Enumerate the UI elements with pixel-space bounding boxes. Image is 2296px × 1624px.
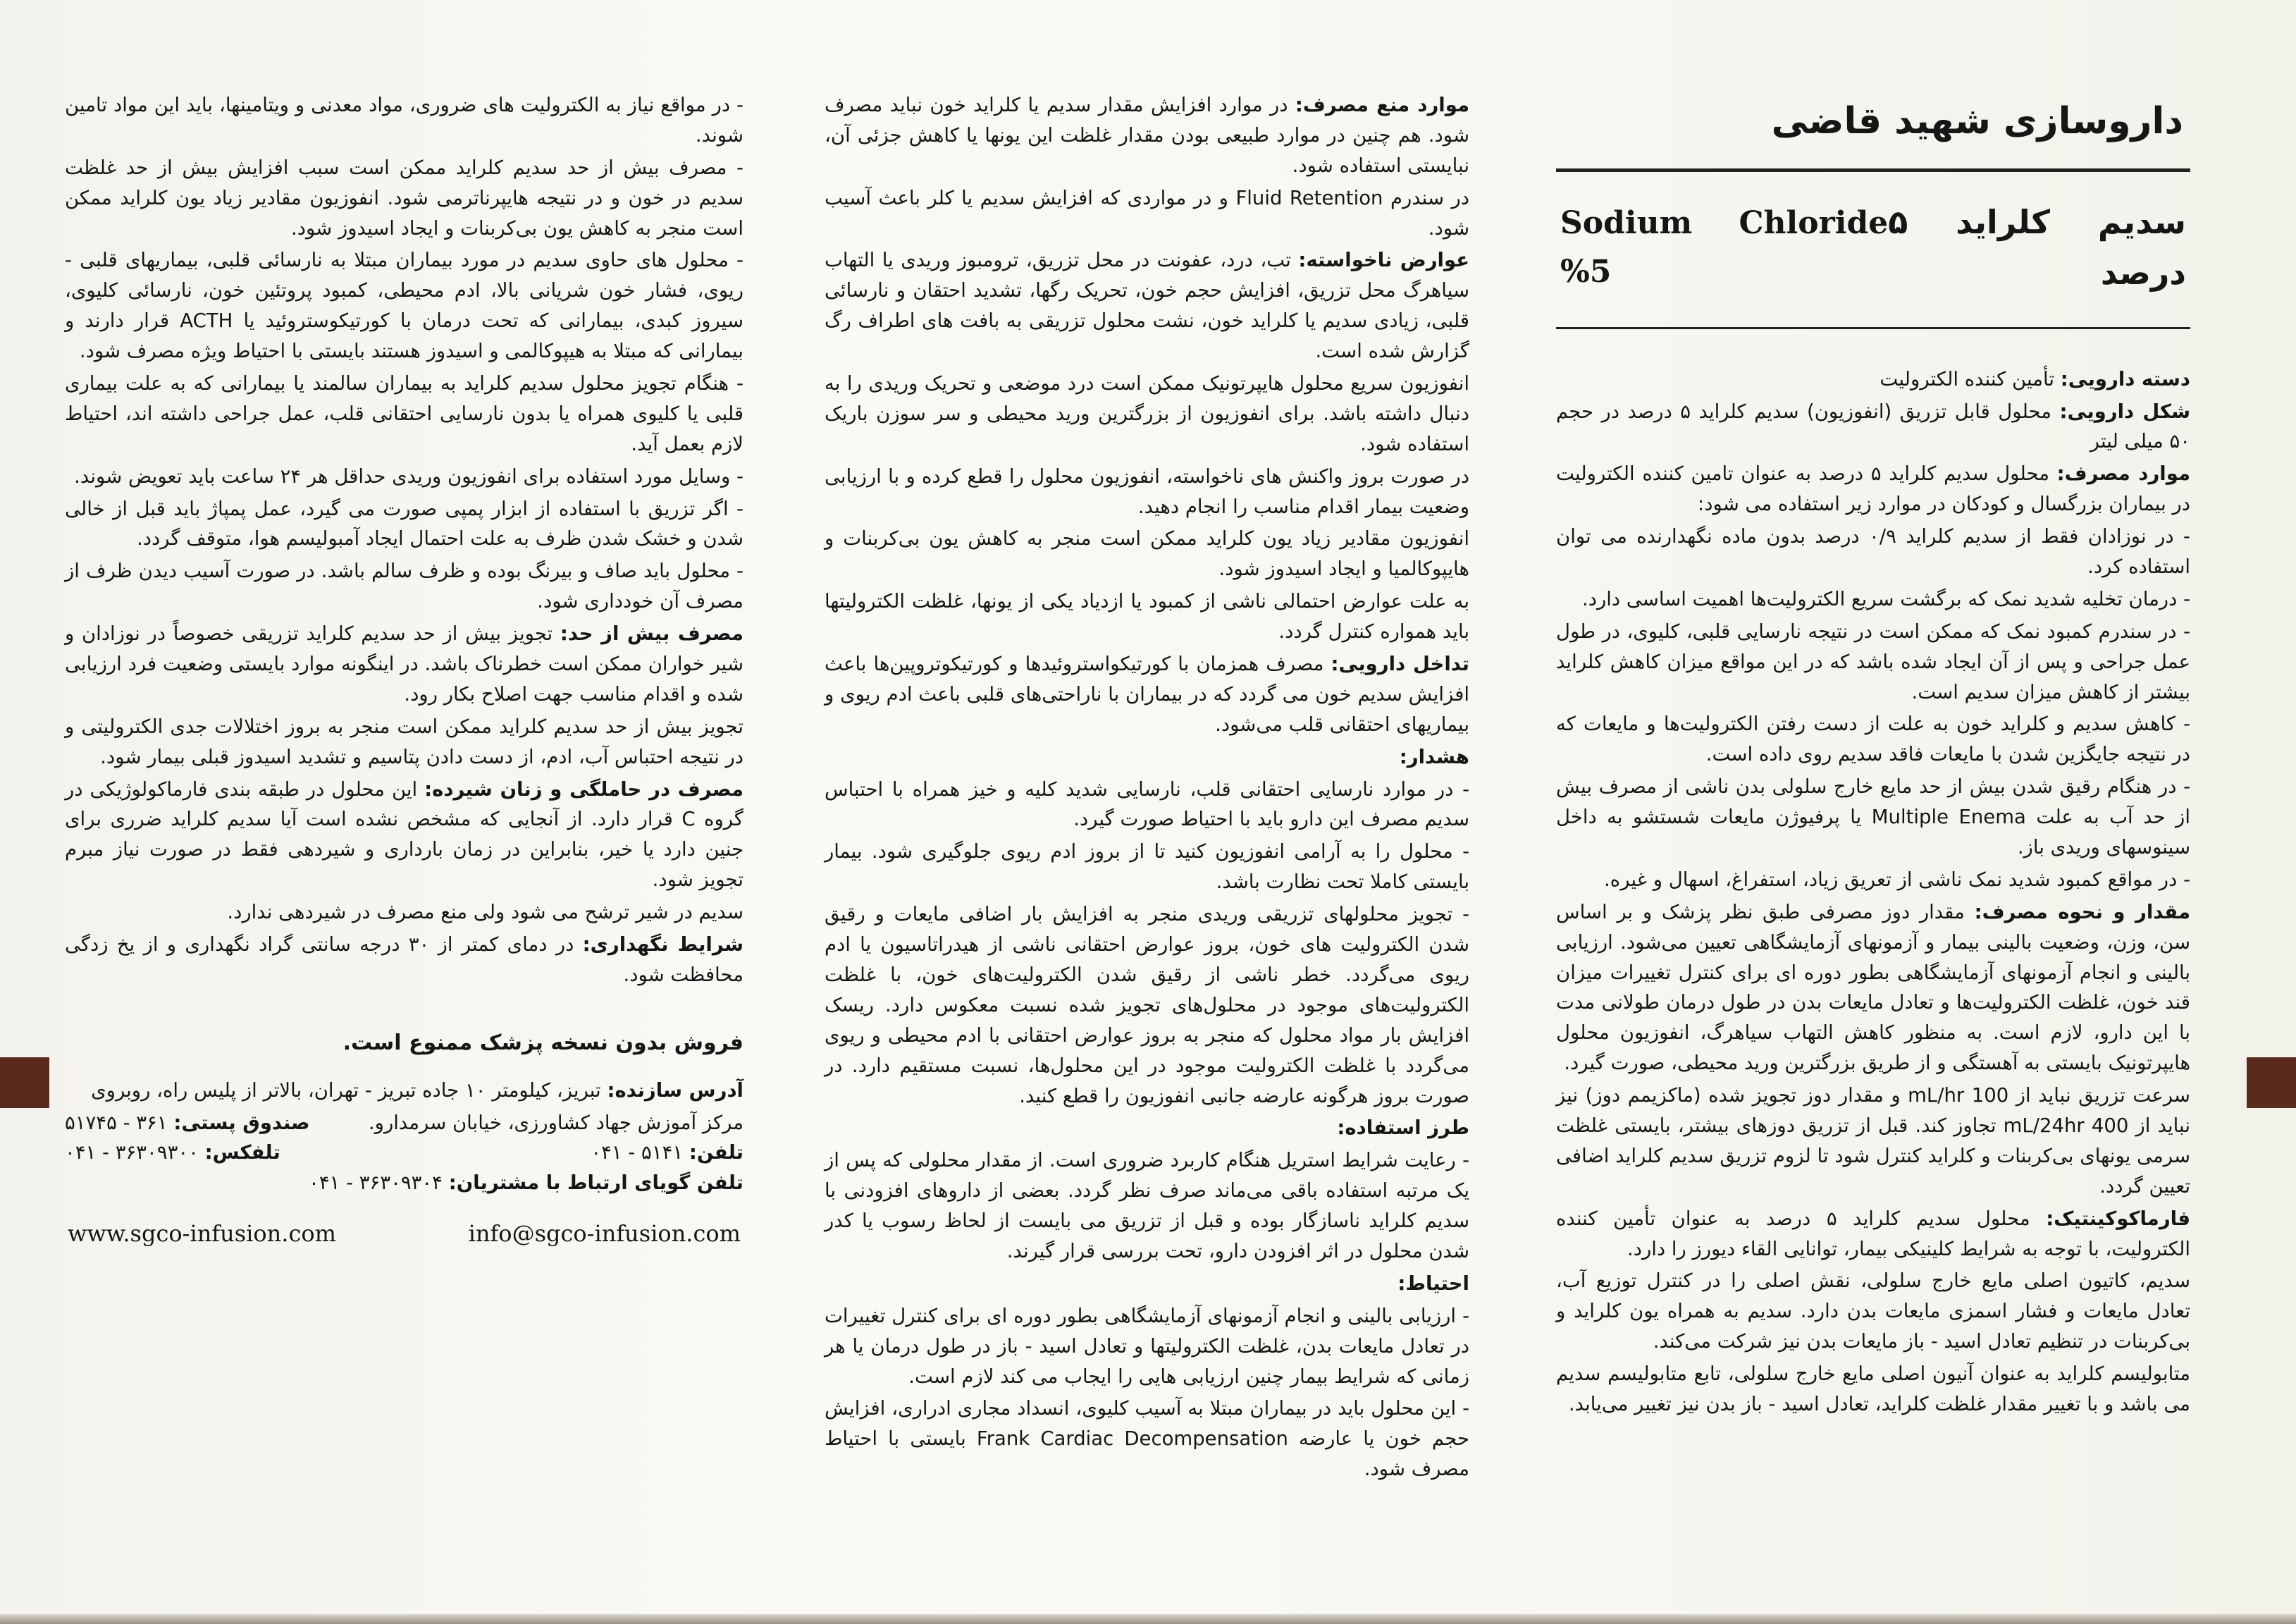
right-paragraph (1556, 584, 2190, 615)
right-paragraph (1556, 897, 2190, 1078)
paragraph-text: - در هنگام رقیق شدن بیش از حد مایع خارج سلولی بدن ناشی از مصرف بیش از حد آب به علت Multiple Enema یا پرفیوژن مایعات شستشو به داخل سینوسهای وریدی باز. (1556, 775, 2190, 859)
website-link[interactable]: www.sgco-infusion.com (68, 1220, 336, 1248)
paragraph-text: انفوزیون مقادیر زیاد یون کلراید ممکن است منجر به کاهش یون بی‌کربنات و هایپوکالمیا و ایجاد اسیدوز شود. (825, 527, 1469, 581)
section-heading: شرایط نگهداری: (582, 933, 743, 956)
middle-paragraph (825, 1301, 1469, 1392)
product-name-english: Sodium Chloride %5 (1560, 205, 1889, 290)
paragraph-text: - هنگام تجویز محلول سدیم کلراید به بیماران سالمند یا بیمارانی که به علت بیماری قلبی یا کلیوی همراه یا بدون نارسایی احتقانی قلب، عمل جراحی داشته اند، احتیاط لازم بعمل آید. (65, 372, 743, 455)
section-heading: طرز استفاده: (1337, 1116, 1469, 1140)
paragraph-text: - در سندرم کمبود نمک که ممکن است در نتیجه نارسایی قلبی، کلیوی، در طول عمل جراحی و پس از آن ایجاد شده باشد که در این مواقع میزان کاهش کلراید بیشتر از کاهش میزان سدیم است. (1556, 620, 2190, 703)
paragraph-text: - این محلول باید در بیماران مبتلا به آسیب کلیوی، انسداد مجاری ادراری، افزایش حجم خون یا عارضه Frank Cardiac Decompensation بایستی با احتیاط مصرف شود. (825, 1397, 1469, 1481)
left-paragraph (65, 494, 743, 555)
right-paragraph (1556, 1359, 2190, 1420)
paper-edge (0, 1614, 2296, 1624)
paragraph-text: - کاهش سدیم و کلراید خون به علت از دست رفتن الکترولیت‌ها و مایعات که در نتیجه جایگزین شدن با مایعات فاقد سدیم روی داده است. (1556, 713, 2190, 766)
section-heading: موارد مصرف: (2056, 462, 2190, 486)
right-paragraph (1556, 865, 2190, 895)
left-body (65, 90, 743, 990)
middle-paragraph (825, 649, 1469, 740)
paragraph-text: مقدار دوز مصرفی طبق نظر پزشک و بر اساس سن، وزن، وضعیت بالینی بیمار و آزمونهای آزمایشگاهی تعیین می‌شود. ارزیابی بالینی و انجام آزمونهای آزمایشگاهی بطور دوره ای برای کنترل تغییرات میزان قند خون، غلظت الکترولیت‌ها و تعادل مایعات بدن در طول درمان طولانی مدت با این دارو، لازم است. به منظور کاهش التهاب سیاهرگ، انفوزیون محلول هایپرتونیک بایستی به آهستگی و از طریق بزرگترین ورید محیطی، صورت گیرد. (1556, 900, 2190, 1075)
paragraph-text: - رعایت شرایط استریل هنگام کاربرد ضروری است. از مقدار محلولی که پس از یک مرتبه استفاده باقی می‌ماند صرف نظر گردد. بعضی از داروهای افزودنی با سدیم کلراید ناسازگار بوده و قبل از تزریق می بایست از لحاظ رسوب یا کدر شدن محلول در اثر افزودن دارو، تحت بررسی قرار گیرند. (825, 1149, 1469, 1262)
section-heading: دسته دارویی: (2060, 367, 2190, 390)
paragraph-text: تجویز بیش از حد سدیم کلراید ممکن است منجر به بروز اختلالات جدی الکترولیتی و در نتیجه احتباس آب، ادم، از دست دادن پتاسیم و تشدید اسیدوز قبلی بیمار شود. (65, 715, 743, 768)
middle-paragraph (825, 742, 1469, 773)
paragraph-text: در دمای کمتر از ۳۰ درجه سانتی گراد نگهداری و از یخ زدگی محافظت شود. (65, 933, 743, 986)
middle-paragraph (825, 1394, 1469, 1484)
paragraph-text: تب، درد، عفونت در محل تزریق، ترومبوز وریدی یا التهاب سیاهرگ محل تزریق، افزایش حجم خون، تحریک رگها، تشدید احتقان و نارسائی قلبی، زیادی سدیم یا کلراید خون، نشت محلول تزریقی به بافت های اطراف رگ گزارش شده است. (825, 249, 1469, 363)
prescription-notice: فروش بدون نسخه پزشک ممنوع است. (342, 1030, 743, 1055)
product-title (1556, 172, 2190, 327)
paragraph-text: محلول قابل تزریق (انفوزیون) سدیم کلراید ۵ درصد در حجم ۵۰ میلی لیتر (1556, 400, 2190, 453)
paragraph-text: - محلول های حاوی سدیم در مورد بیماران مبتلا به نارسائی قلبی، بیماریهای قلبی - ریوی، فشار خون شریانی بالا، ادم محیطی، کمبود پروتئین خون، نارسائی کلیوی، سیروز کبدی، بیمارانی که تحت درمان با کورتیکوستروئید یا ACTH قرار دارند و بیمارانی که مبتلا به هیپوکالمی و اسیدوز هستند بایستی با احتیاط ویژه مصرف شود. (65, 249, 743, 363)
middle-paragraph (825, 90, 1469, 181)
paragraph-text: این محلول در طبقه بندی فارماکولوژیکی در گروه C قرار دارد. از آنجایی که مشخص نشده است آیا سدیم کلراید ضرری برای جنین دارد یا خیر، بنابراین در زمان بارداری و شیردهی فقط در صورت نیاز مبرم تجویز شود. (65, 777, 743, 892)
right-body (1556, 364, 2190, 1420)
paragraph-text: - در نوزادان فقط از سدیم کلراید ۰/۹ درصد بدون ماده نگهدارنده می توان استفاده کرد. (1556, 525, 2190, 578)
left-paragraph (65, 930, 743, 990)
address-row-2 (65, 1108, 743, 1138)
paragraph-text: - مصرف بیش از حد سدیم کلراید ممکن است سبب افزایش بیش از حد غلظت سدیم در خون و در نتیجه هایپرناترمی شود. انفوزیون مقادیر زیاد یون کلراید ممکن است منجر به کاهش یون بی‌کربنات و ایجاد اسیدوز شود. (65, 156, 743, 240)
manufacturer-address (65, 1076, 743, 1106)
paragraph-text: - درمان تخلیه شدید نمک که برگشت سریع الکترولیت‌ها اهمیت اساسی دارد. (1581, 587, 2190, 610)
address-label: آدرس سازنده: (607, 1078, 743, 1102)
middle-paragraph (825, 524, 1469, 584)
phone-row (65, 1138, 743, 1168)
paragraph-text: - ارزیابی بالینی و انجام آزمونهای آزمایشگاهی بطور دوره ای برای کنترل تغییرات در تعادل مایعات بدن، غلظت الکترولیتها و تعادل اسید - باز در طول درمان یا هر زمانی که شرایط بیمار چنین ارزیابی هایی را ایجاب می کند لازم است. (825, 1304, 1469, 1388)
section-heading: مصرف در حاملگی و زنان شیرده: (424, 777, 743, 801)
postal-box (65, 1108, 310, 1138)
brand-name: داروسازی شهید قاضی (1771, 100, 2183, 142)
section-heading: مقدار و نحوه مصرف: (1974, 900, 2190, 923)
fax-label: تلفکس: (204, 1141, 280, 1164)
contact-links (65, 1217, 743, 1252)
paragraph-text: تجویز بیش از حد سدیم کلراید تزریقی خصوصاً در نوزادان و شیر خواران ممکن است خطرناک باشد. در اینگونه موارد بایستی وضعیت فرد ارزیابی شده و اقدام مناسب جهت اصلاح بکار رود. (65, 622, 743, 706)
fax-value: ۰۴۱ - ۳۶۳۰۹۳۰۰ (65, 1141, 199, 1164)
paragraph-text: محلول سدیم کلراید ۵ درصد به عنوان تامین کننده الکترولیت در بیماران بزرگسال و کودکان در موارد زیر استفاده می شود: (1556, 462, 2190, 516)
fold-mark-right (2247, 1057, 2296, 1108)
paragraph-text: مصرف همزمان با کورتیکواستروئیدها و کورتیکوتروپین‌ها باعث افزایش سدیم خون می گردد که در بیماران با ناراحتی‌های قلبی باعث ادم ریوی و بیماریهای احتقانی قلب می‌شود. (825, 653, 1469, 736)
middle-paragraph (825, 1113, 1469, 1143)
address-text: تبریز، کیلومتر ۱۰ جاده تبریز - تهران، بالاتر از پلیس راه، روبروی (91, 1078, 607, 1102)
left-paragraph (65, 369, 743, 460)
right-paragraph (1556, 364, 2190, 395)
email-link[interactable]: info@sgco-infusion.com (468, 1220, 741, 1248)
paragraph-text: - وسایل مورد استفاده برای انفوزیون وریدی حداقل هر ۲۴ ساعت باید تعویض شوند. (74, 465, 743, 488)
paragraph-text: - در مواقع نیاز به الکترولیت های ضروری، مواد معدنی و ویتامینها، باید این مواد تامین شوند. (65, 94, 743, 147)
right-paragraph (1556, 709, 2190, 770)
section-heading: فارماکوکینتیک: (2046, 1207, 2190, 1230)
voice-label: تلفن گویای ارتباط با مشتریان: (448, 1171, 743, 1195)
paragraph-text: سدیم در شیر ترشح می شود ولی منع مصرف در شیردهی ندارد. (227, 901, 743, 924)
right-paragraph (1556, 522, 2190, 582)
middle-paragraph (825, 369, 1469, 460)
section-heading: عوارض ناخواسته: (1298, 249, 1470, 272)
fax (65, 1138, 280, 1168)
section-heading: تداخل دارویی: (1331, 653, 1470, 676)
middle-paragraph (825, 899, 1469, 1111)
phone-value: ۰۴۱ - ۵۱۴۱ (591, 1141, 684, 1164)
paragraph-text: سرعت تزریق نباید از 100 mL/hr و مقدار دوز تجویز شده (ماکزیمم دوز) نیز نباید از 400 mL/24hr تجاوز کند. قبل از تزریق دوزهای بیشتر، بایستی غلظت سرمی یونهای بی‌کربنات و کلراید کنترل شود تا لزوم تزریق سدیم کلراید اضافی تعیین گردد. (1556, 1084, 2191, 1198)
paragraph-text: در صورت بروز واکنش های ناخواسته، انفوزیون محلول را قطع کرده و با ارزیابی وضعیت بیمار اقدام مناسب را انجام دهید. (825, 465, 1469, 518)
left-paragraph (65, 775, 743, 896)
header-rule-bottom (1556, 327, 2190, 329)
left-paragraph (65, 897, 743, 928)
left-paragraph (65, 556, 743, 617)
product-name-persian: سدیم کلراید ۵ درصد (1888, 203, 2186, 292)
section-heading: احتیاط: (1397, 1272, 1469, 1295)
middle-paragraph (825, 462, 1469, 522)
fold-mark-left (0, 1057, 49, 1108)
middle-paragraph (825, 245, 1469, 367)
right-paragraph (1556, 1081, 2190, 1202)
address-line-2: مرکز آموزش جهاد کشاورزی، خیابان سرمدارو. (368, 1111, 743, 1134)
paragraph-text: - محلول را به آرامی انفوزیون کنید تا از بروز ادم ریوی جلوگیری شود. بیمار بایستی کاملا تحت نظارت باشد. (825, 840, 1469, 894)
phone (591, 1138, 743, 1168)
paragraph-text: در سندرم Fluid Retention و در مواردی که افزایش سدیم یا کلر باعث آسیب شود. (825, 186, 1470, 240)
right-paragraph (1556, 397, 2190, 457)
middle-column (825, 90, 1469, 1487)
paragraph-text: - اگر تزریق با استفاده از ابزار پمپی صورت می گیرد، عمل پمپاژ باید قبل از خالی شدن و خشک شدن ظرف به علت احتمال ایجاد آمبولیسم هوا، متوقف گردد. (65, 497, 743, 550)
right-paragraph (1556, 1266, 2190, 1357)
middle-paragraph (825, 837, 1469, 897)
paragraph-text: - در موارد نارسایی احتقانی قلب، نارسایی شدید کلیه و خیز همراه با احتباس سدیم مصرف این دارو باید با احتیاط صورت گیرد. (825, 777, 1469, 831)
paragraph-text: متابولیسم کلراید به عنوان آنیون اصلی مایع خارج سلولی، تابع متابولیسم سدیم می باشد و با تغییر مقدار غلظت کلراید، تعادل اسید - باز بدن نیز تغییر می‌یابد. (1556, 1362, 2190, 1415)
paragraph-text: سدیم، کاتیون اصلی مایع خارج سلولی، نقش اصلی را در کنترل توزیع آب، تعادل مایعات و فشار اسمزی مایعات بدن دارد. سدیم به همراه یون کلراید و بی‌کربنات در تنظیم تعادل اسید - باز مایعات بدن نیز شرکت می‌کند. (1556, 1269, 2190, 1353)
postal-value: ۵۱۷۴۵ - ۳۶۱ (65, 1111, 168, 1134)
right-paragraph (1556, 1204, 2190, 1265)
left-paragraph (65, 619, 743, 710)
left-paragraph (65, 90, 743, 151)
paragraph-text: - محلول باید صاف و بیرنگ بوده و ظرف سالم باشد. در صورت آسیب دیدن ظرف از مصرف آن خودداری شود. (65, 560, 743, 613)
paragraph-text: به علت عوارض احتمالی ناشی از کمبود یا ازدیاد یکی از یونها، غلظت الکترولیتها باید همواره کنترل گردد. (825, 590, 1469, 644)
right-paragraph (1556, 617, 2190, 708)
right-column (1556, 85, 2190, 1422)
customer-voice-line (65, 1168, 743, 1198)
left-column (65, 90, 743, 1252)
right-paragraph (1556, 459, 2190, 519)
voice-value: ۰۴۱ - ۳۶۳۰۹۳۰۴ (309, 1171, 443, 1195)
left-paragraph (65, 245, 743, 367)
section-heading: شکل دارویی: (2059, 400, 2191, 423)
paragraph-text: - در مواقع کمبود شدید نمک ناشی از تعریق زیاد، استفراغ، اسهال و غیره. (1604, 868, 2190, 891)
middle-paragraph (825, 1269, 1469, 1299)
paragraph-text: تأمین کننده الکترولیت (1880, 367, 2061, 390)
left-paragraph (65, 462, 743, 492)
section-heading: مصرف بیش از حد: (560, 622, 743, 646)
middle-paragraph (825, 775, 1469, 835)
paragraph-text: - تجویز محلولهای تزریقی وریدی منجر به افزایش بار اضافی مایعات و رقیق شدن الکترولیت های خون، بروز عوارض احتقانی ناشی از هیدراتاسیون یا ادم ریوی می‌گردد. خطر ناشی از رقیق شدن الکترولیت‌های خون، با غلظت الکترولیت‌های موجود در محلول‌های تجویز شده نسبت معکوس دارد. ریسک افزایش بار مواد محلول که منجر به بروز عوارض احتقانی با ادم محیطی و ریوی می‌گردد با غلظت الکترولیت موجود در این محلول‌ها، نسبت مستقیم دارد. در صورت بروز هرگونه عارضه جانبی انفوزیون را قطع کنید. (825, 903, 1469, 1107)
paragraph-text: انفوزیون سریع محلول هایپرتونیک ممکن است درد موضعی و تحریک وریدی را به دنبال داشته باشد. برای انفوزیون از بزرگترین ورید محیطی و سر سوزن باریک استفاده شود. (825, 372, 1469, 455)
paragraph-text: در موارد افزایش مقدار سدیم یا کلراید خون نباید مصرف شود. هم چنین در موارد طبیعی بودن مقدار غلظت این یونها یا کاهش جزئی آن، نبایستی استفاده شود. (825, 94, 1469, 177)
middle-paragraph (825, 1145, 1469, 1267)
section-heading: هشدار: (1399, 745, 1469, 768)
middle-paragraph (825, 183, 1469, 244)
paragraph-text: محلول سدیم کلراید ۵ درصد به عنوان تأمین کننده الکترولیت، با توجه به شرایط کلینیکی بیمار، توانایی القاء دیورز را دارد. (1556, 1207, 2190, 1260)
right-paragraph (1556, 772, 2190, 863)
left-paragraph (65, 153, 743, 244)
section-heading: موارد منع مصرف: (1295, 94, 1470, 116)
middle-paragraph (825, 586, 1469, 647)
postal-label: صندوق پستی: (173, 1111, 310, 1134)
left-paragraph (65, 712, 743, 773)
phone-label: تلفن: (689, 1141, 743, 1164)
